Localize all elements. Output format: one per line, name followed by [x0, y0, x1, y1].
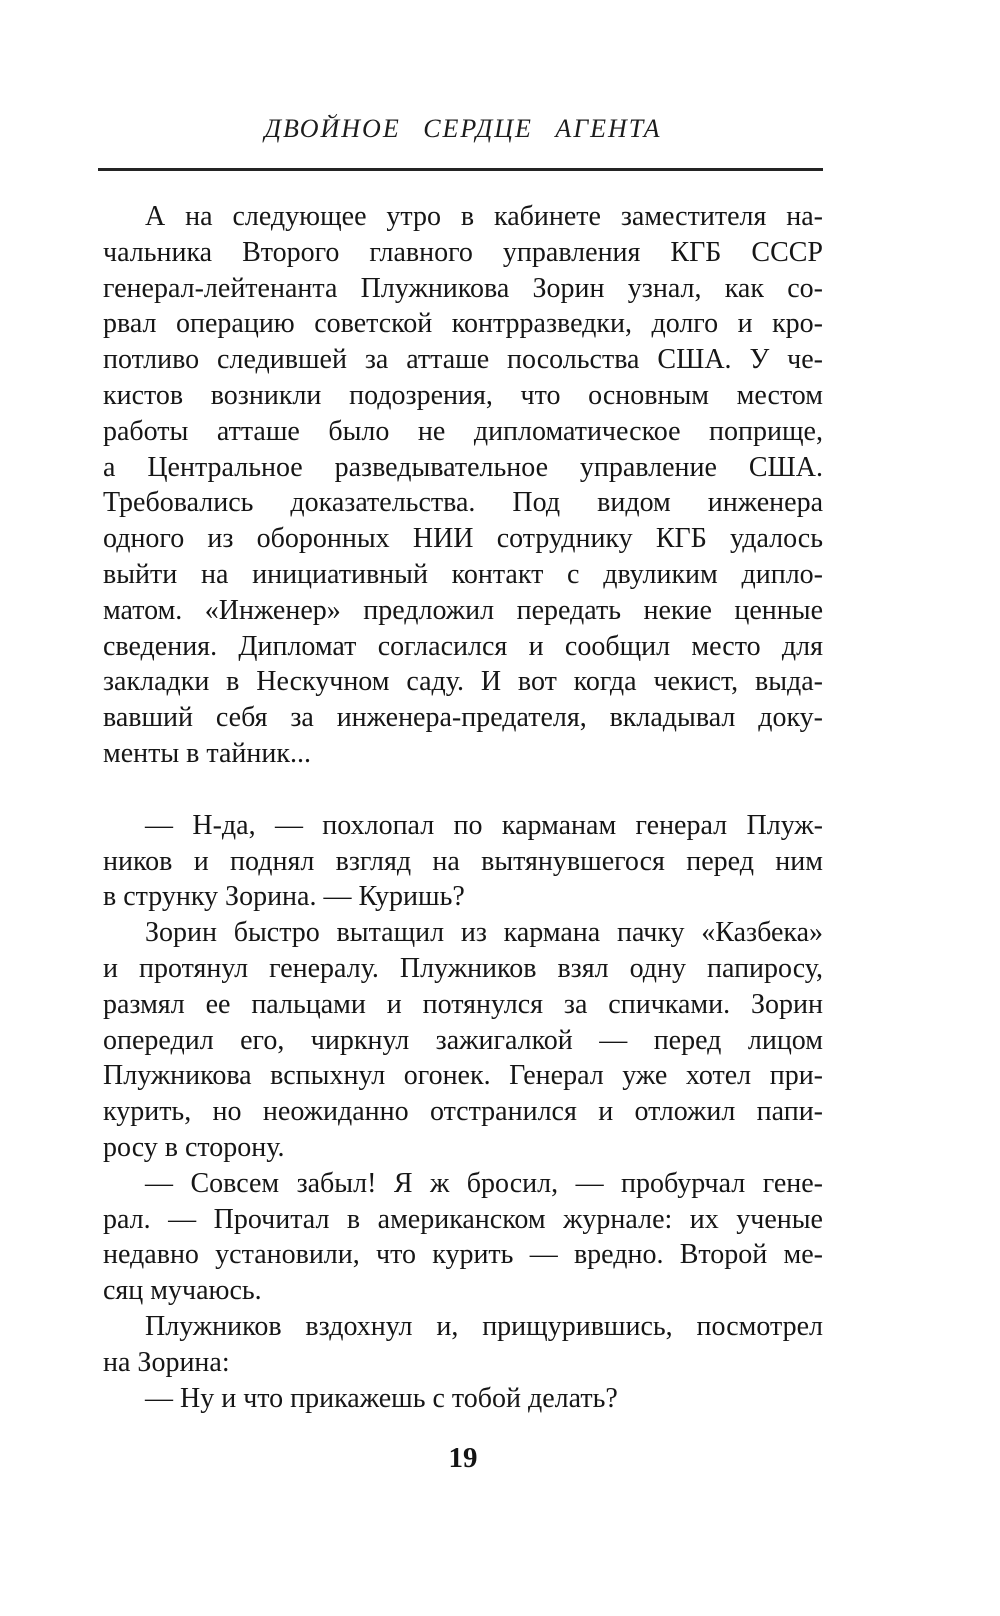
- text-line: Зорин быстро вытащил из кармана пачку «Казбека»: [145, 917, 823, 949]
- text-line: А на следующее утро в кабинете заместителя на-: [145, 201, 823, 232]
- text-line: матом. «Инженер» предложил передать некие ценные: [103, 594, 823, 626]
- text-line: росу в сторону.: [103, 1131, 285, 1163]
- text-line: выйти на инициативный контакт с двуликим дипло-: [103, 558, 823, 590]
- text-line: сведения. Дипломат согласился и сообщил место для: [103, 630, 823, 662]
- text-line: чальника Второго главного управления КГБ СССР: [103, 236, 823, 268]
- text-line: генерал-лейтенанта Плужникова Зорин узнал, как со-: [103, 272, 823, 304]
- text-line: сяц мучаюсь.: [103, 1275, 262, 1307]
- text-line: в струнку Зорина. — Куришь?: [103, 881, 465, 913]
- text-line: — Ну и что прикажешь с тобой делать?: [145, 1382, 618, 1414]
- paragraph: [103, 808, 823, 915]
- paragraph: [103, 199, 823, 772]
- text-line: опередил его, чиркнул зажигалкой — перед лицом: [103, 1024, 823, 1056]
- paragraph: [103, 915, 823, 1166]
- page-number: 19: [448, 1442, 478, 1474]
- text-line: — Н-да, — похлопал по карманам генерал Плуж-: [145, 809, 823, 841]
- text-line: ников и поднял взгляд на вытянувшегося перед ним: [103, 845, 823, 877]
- text-column: [103, 199, 823, 1416]
- paragraph: [103, 1166, 823, 1309]
- text-line: закладки в Нескучном саду. И вот когда чекист, выда-: [103, 666, 823, 698]
- text-line: Плужников вздохнул и, прищурившись, посмотрел: [145, 1310, 823, 1342]
- paragraph: [103, 1381, 823, 1417]
- text-line: — Совсем забыл! Я ж бросил, — пробурчал гене-: [145, 1167, 823, 1199]
- text-line: одного из оборонных НИИ сотруднику КГБ удалось: [103, 523, 823, 555]
- text-line: размял ее пальцами и потянулся за спичками. Зорин: [103, 988, 823, 1020]
- header-divider: [98, 168, 823, 171]
- text-line: потливо следившей за атташе посольства США. У че-: [103, 344, 823, 376]
- text-line: Плужникова вспыхнул огонек. Генерал уже хотел при-: [103, 1060, 823, 1092]
- text-line: недавно установили, что курить — вредно. Второй ме-: [103, 1239, 823, 1271]
- text-line: рал. — Прочитал в американском журнале: их ученые: [103, 1203, 823, 1235]
- paragraph: [103, 1309, 823, 1381]
- text-line: вавший себя за инженера-предателя, вкладывал доку-: [103, 702, 823, 734]
- text-line: менты в тайник...: [103, 737, 311, 769]
- text-line: рвал операцию советской контрразведки, долго и кро-: [103, 308, 823, 340]
- text-line: а Центральное разведывательное управление США.: [103, 451, 823, 483]
- text-line: и протянул генералу. Плужников взял одну папиросу,: [103, 952, 823, 984]
- text-line: работы атташе было не дипломатическое поприще,: [103, 415, 823, 447]
- text-line: на Зорина:: [103, 1346, 230, 1378]
- running-title: ДВОЙНОЕ СЕРДЦЕ АГЕНТА: [264, 114, 662, 143]
- text-line: Требовались доказательства. Под видом инженера: [103, 487, 823, 519]
- text-line: курить, но неожиданно отстранился и отложил папи-: [103, 1096, 823, 1128]
- text-line: кистов возникли подозрения, что основным местом: [103, 379, 823, 411]
